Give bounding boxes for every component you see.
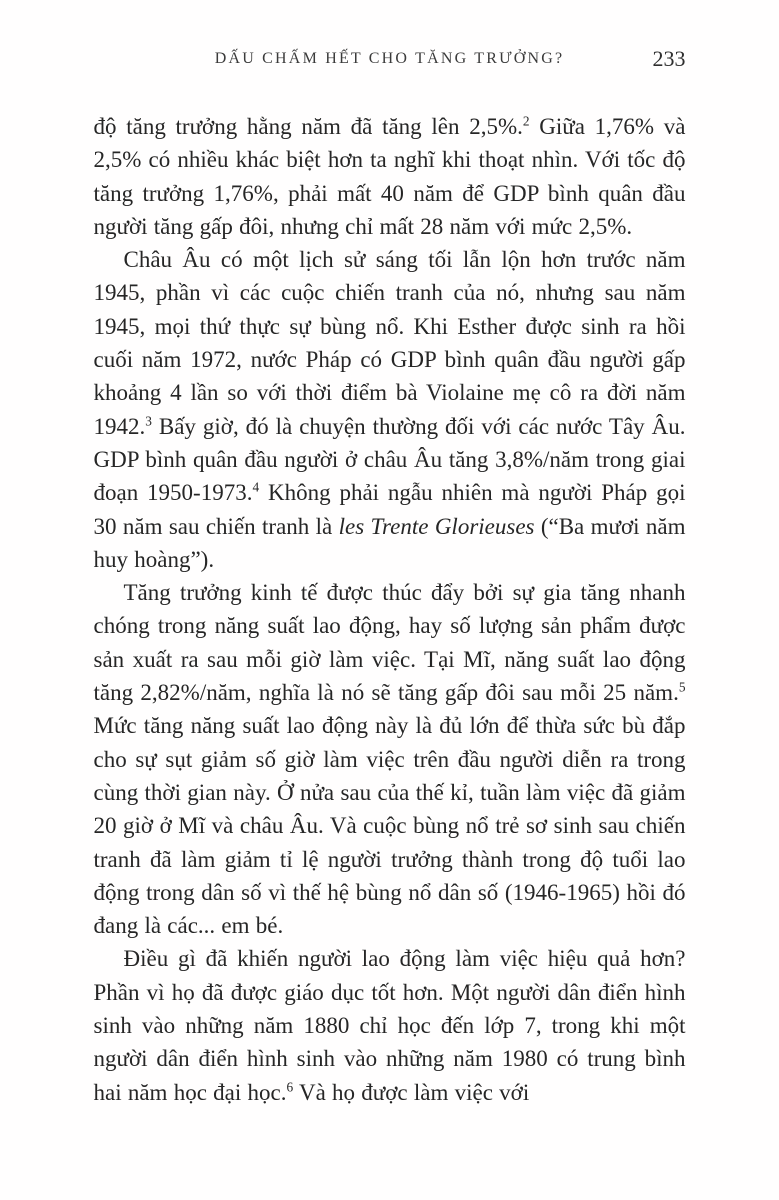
footnote-marker: 6 — [286, 1078, 294, 1094]
page-number: 233 — [652, 46, 686, 71]
paragraph — [94, 942, 686, 1108]
text-run: Giữa 1,76% và 2,5% có nhiều khác biệt hơn ta nghĩ khi thoạt nhìn. Với tốc độ tăng trưởng 1,76%, phải mất 40 năm để GDP bình quân đầu người tăng gấp đôi, nhưng chỉ mất 28 năm với mức 2,5%. — [93, 114, 686, 239]
text-run: Điều gì đã khiến người lao động làm việc hiệu quả hơn? Phần vì họ đã được giáo dục tốt hơn. Một người dân điển hình sinh vào những năm 1880 chỉ học đến lớp 7, trong khi một người dân điển hình sinh vào những năm 1980 có trung bình hai năm học đại học. — [93, 946, 686, 1105]
paragraph — [94, 576, 686, 942]
text-run: Bấy giờ, đó là chuyện thường đối với các nước Tây Âu. GDP bình quân đầu người ở châu Âu tăng 3,8%/năm trong giai đoạn 1950-1973. — [93, 413, 686, 506]
text-run: Châu Âu có một lịch sử sáng tối lẫn lộn hơn trước năm 1945, phần vì các cuộc chiến tranh của nó, nhưng sau năm 1945, mọi thứ thực sự bùng nổ. Khi Esther được sinh ra hồi cuối năm 1972, nước Pháp có GDP bình quân đầu người gấp khoảng 4 lần so với thời điểm bà Violaine mẹ cô ra đời năm 1942. — [93, 247, 686, 439]
page-content — [93, 46, 686, 1109]
paragraph — [94, 243, 686, 576]
text-run: Mức tăng năng suất lao động này là đủ lớn để thừa sức bù đắp cho sự sụt giảm số giờ làm việc trên đầu người diễn ra trong cùng thời gian này. Ở nửa sau của thế kỉ, tuần làm việc đã giảm 20 giờ ở Mĩ và châu Âu. Và cuộc bùng nổ trẻ sơ sinh sau chiến tranh đã làm giảm tỉ lệ người trưởng thành trong độ tuổi lao động trong dân số vì thế hệ bùng nổ dân số (1946-1965) hồi đó đang là các... em bé. — [93, 713, 686, 939]
text-run: Không phải ngẫu nhiên mà người Pháp gọi 30 năm sau chiến tranh là — [93, 480, 686, 539]
footnote-marker: 4 — [252, 479, 260, 495]
paragraph — [94, 110, 686, 243]
footnote-marker: 2 — [522, 113, 530, 129]
page-body — [94, 110, 686, 1109]
text-run: Tăng trưởng kinh tế được thúc đẩy bởi sự gia tăng nhanh chóng trong năng suất lao động, hay số lượng sản phẩm được sản xuất ra sau mỗi giờ làm việc. Tại Mĩ, năng suất lao động tăng 2,82%/năm, nghĩa là nó sẽ tăng gấp đôi sau mỗi 25 năm. — [93, 580, 686, 706]
text-run: độ tăng trưởng hằng năm đã tăng lên 2,5%. — [93, 114, 523, 139]
italic-text: les Trente Glorieuses — [338, 513, 535, 539]
footnote-marker: 5 — [678, 679, 686, 695]
chapter-title: DẤU CHẤM HẾT CHO TĂNG TRƯỞNG? — [214, 50, 565, 67]
running-header — [94, 46, 686, 76]
text-run: Và họ được làm việc với — [293, 1079, 530, 1105]
footnote-marker: 3 — [145, 413, 152, 429]
text-run: (“Ba mươi năm huy hoàng”). — [93, 513, 686, 572]
